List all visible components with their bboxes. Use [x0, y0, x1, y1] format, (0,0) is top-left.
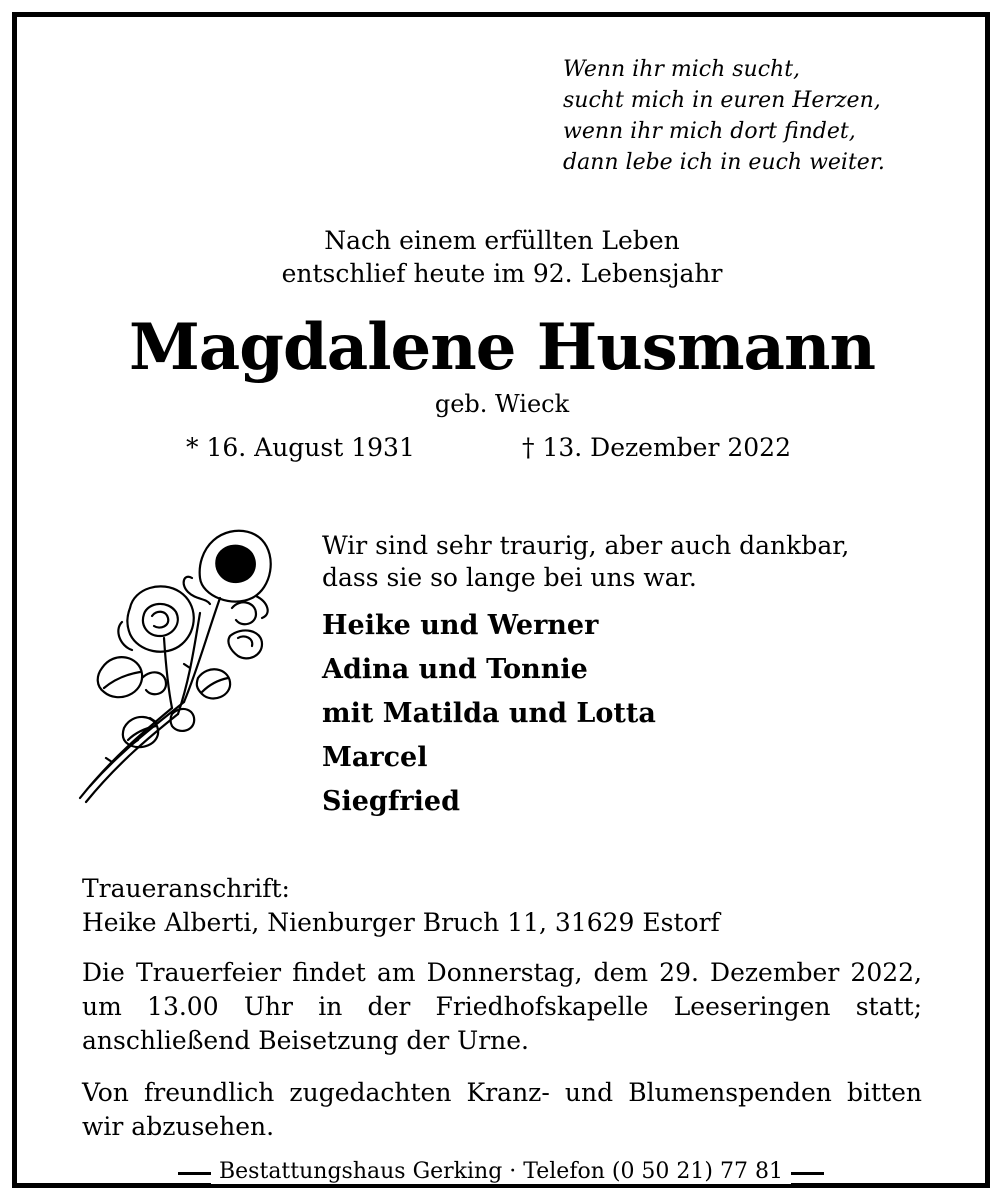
- service-info: Die Trauerfeier findet am Donnerstag, dem 29. Dezember 2022, um 13.00 Uhr in der Friedhofskapelle Leeseringen statt; anschließend Beisetzung der Urne.: [82, 958, 922, 1055]
- family-member: Adina und Tonnie: [322, 654, 588, 685]
- family-list: [322, 604, 942, 824]
- poem-line: sucht mich in euren Herzen,: [563, 88, 881, 113]
- intro-line: Nach einem erfüllten Leben: [324, 226, 680, 255]
- poem: [563, 54, 943, 178]
- poem-line: Wenn ihr mich sucht,: [563, 57, 801, 82]
- intro-line: entschlief heute im 92. Lebensjahr: [281, 259, 723, 288]
- poem-line: dann lebe ich in euch weiter.: [563, 150, 885, 175]
- mourning-address: [82, 872, 922, 940]
- funeral-home-contact: Bestattungshaus Gerking · Telefon (0 50 21) 77 81: [211, 1159, 791, 1184]
- deceased-name: Magdalene Husmann: [128, 310, 876, 385]
- thanks-line: Wir sind sehr traurig, aber auch dankbar,: [322, 531, 850, 560]
- donation-note: Von freundlich zugedachten Kranz- und Blumenspenden bitten wir abzusehen.: [82, 1078, 922, 1141]
- address-value: Heike Alberti, Nienburger Bruch 11, 31629 Estorf: [82, 908, 720, 937]
- family-member: Heike und Werner: [322, 610, 599, 641]
- thanks-text: [322, 530, 942, 594]
- footer: [12, 1150, 990, 1190]
- address-label: Traueranschrift:: [82, 874, 290, 903]
- poem-line: wenn ihr mich dort findet,: [563, 119, 856, 144]
- death-date: † 13. Dezember 2022: [522, 433, 791, 462]
- maiden-name: geb. Wieck: [434, 390, 570, 418]
- birth-date: * 16. August 1931: [186, 433, 415, 462]
- rose-icon: [72, 518, 282, 808]
- thanks-line: dass sie so lange bei uns war.: [322, 563, 697, 592]
- family-member: Marcel: [322, 742, 428, 773]
- intro-text: [0, 224, 1004, 290]
- family-member: Siegfried: [322, 786, 460, 817]
- family-member: mit Matilda und Lotta: [322, 698, 656, 729]
